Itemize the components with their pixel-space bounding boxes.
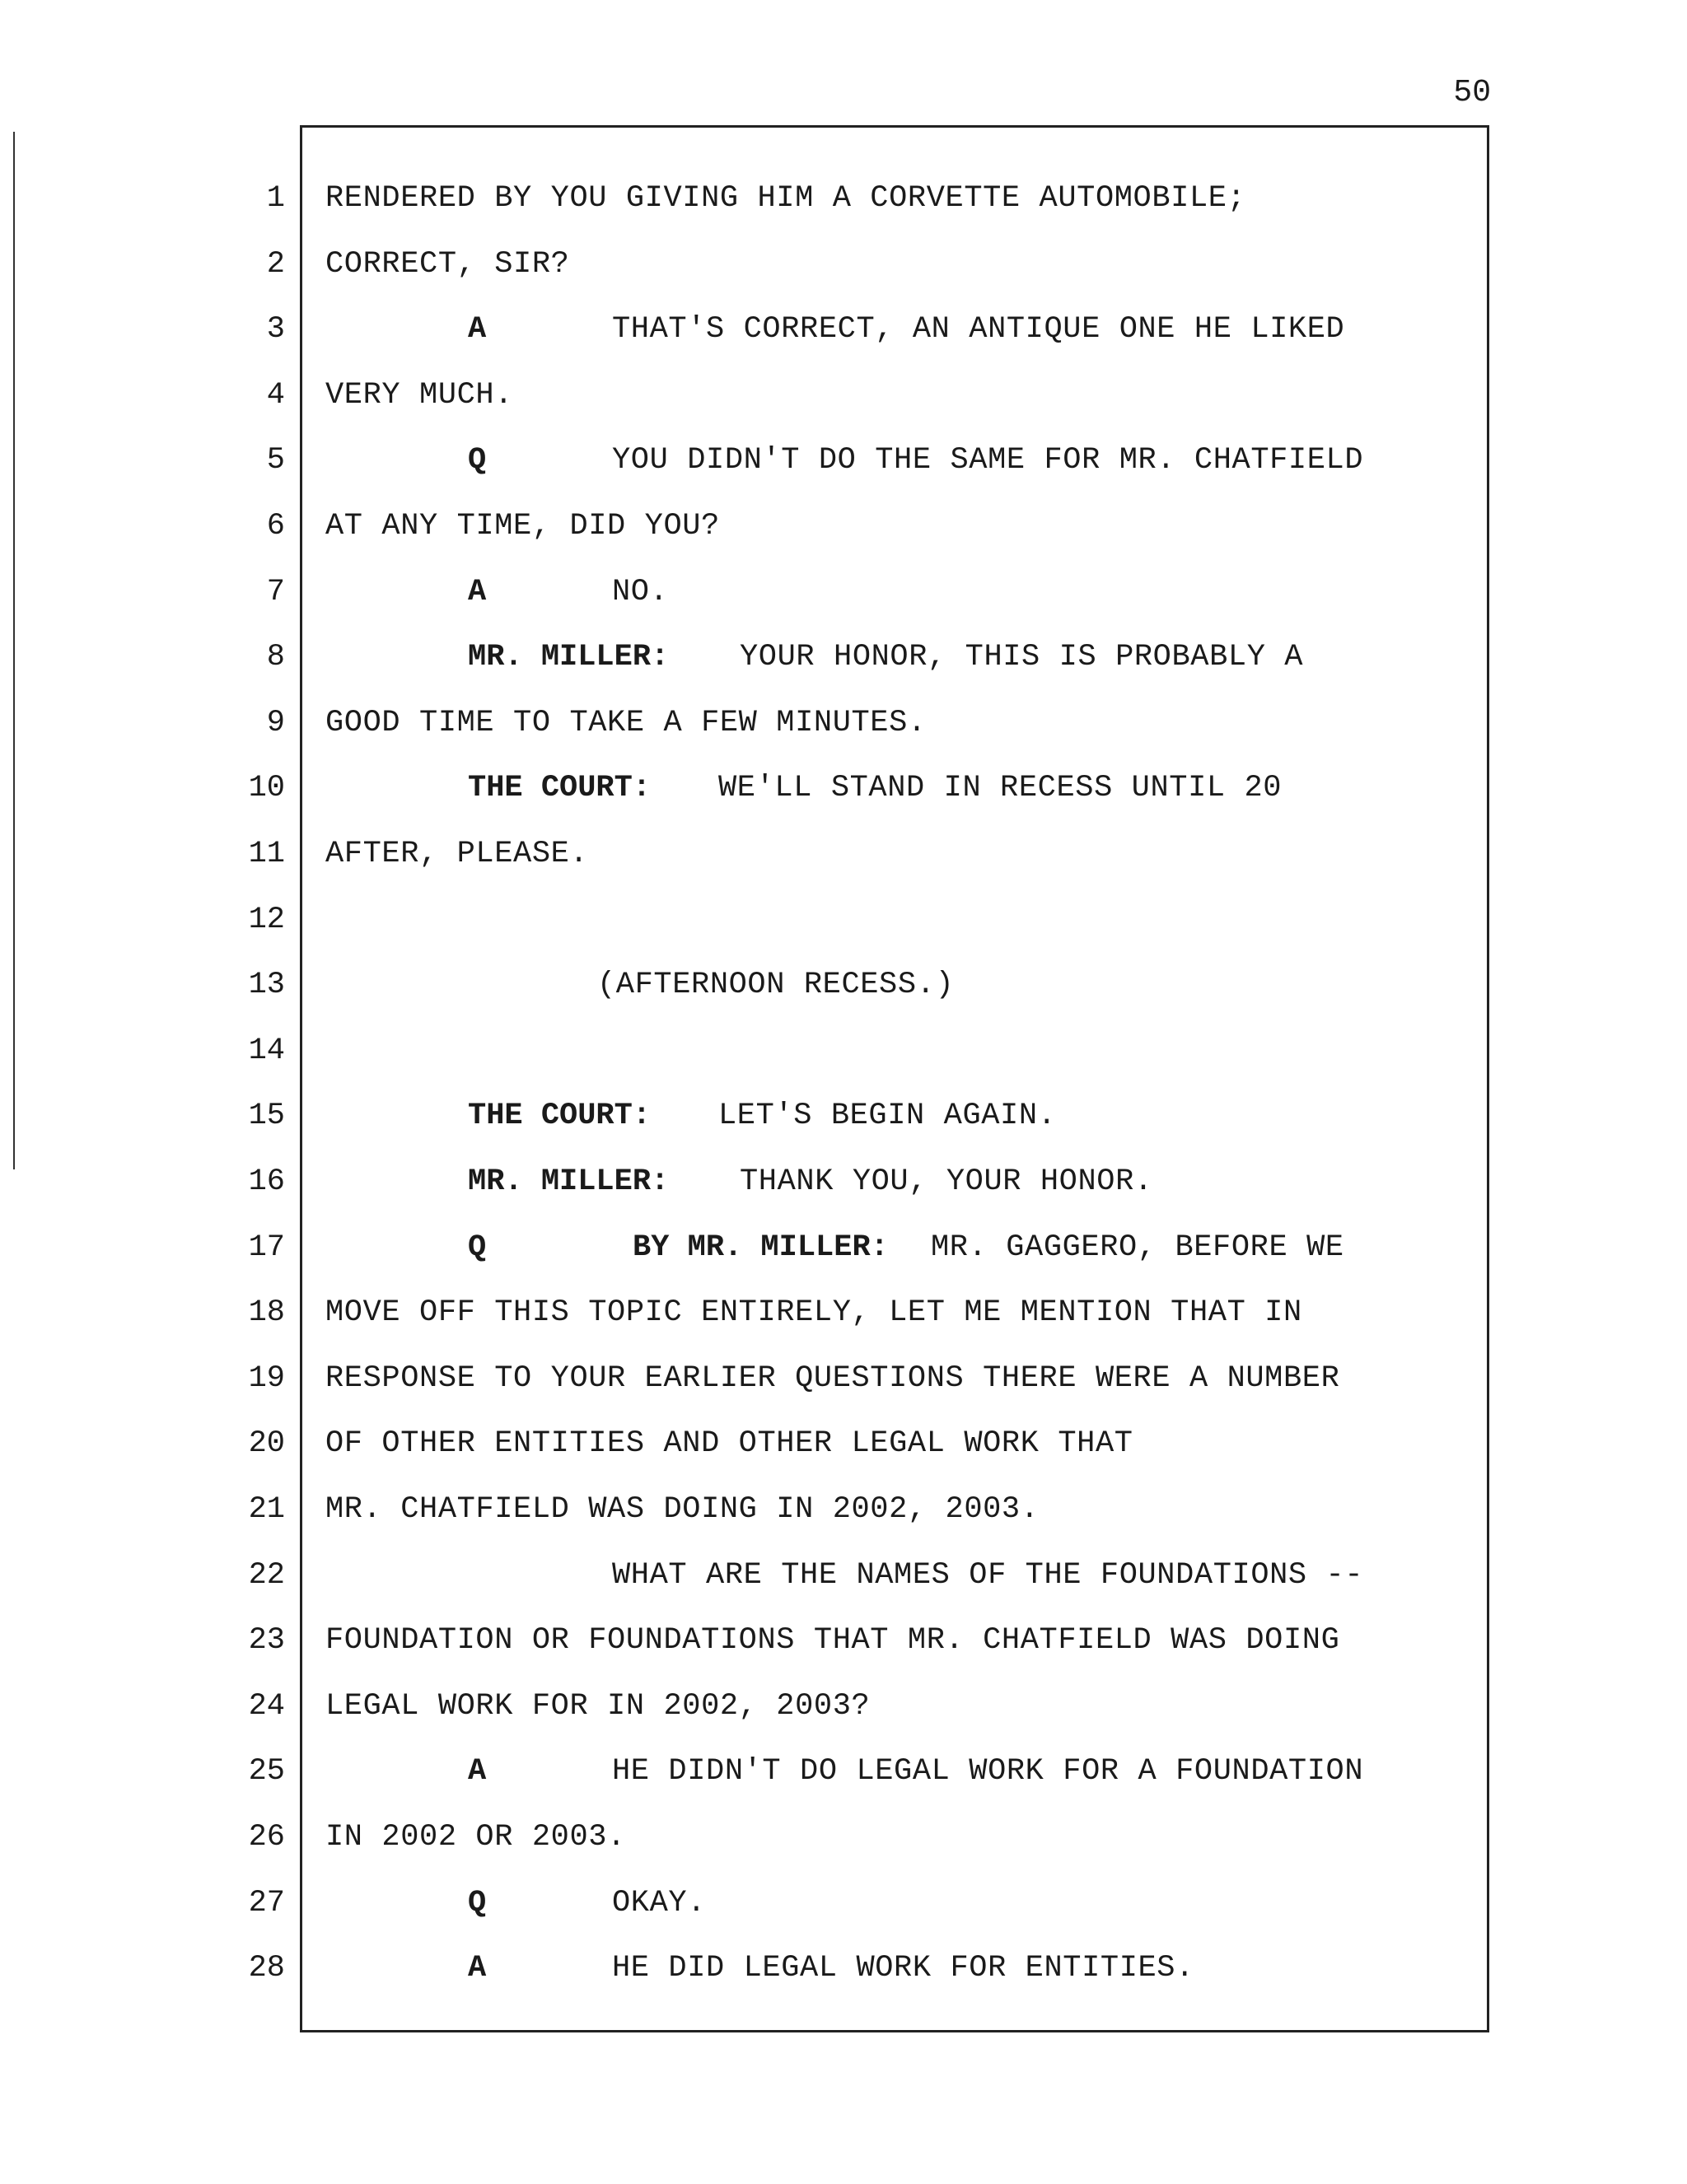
line-text: RENDERED BY YOU GIVING HIM A CORVETTE AUTOMOBILE; [325, 181, 1246, 216]
line-text: OKAY. [612, 1885, 707, 1920]
speaker-name: MR. MILLER: [468, 640, 670, 675]
line-number: 19 [248, 1360, 285, 1396]
line-number: 17 [248, 1230, 285, 1265]
line-number: 23 [248, 1623, 285, 1659]
line-text: WHAT ARE THE NAMES OF THE FOUNDATIONS -- [612, 1557, 1364, 1593]
question-marker: Q [468, 1230, 487, 1265]
line-text: MOVE OFF THIS TOPIC ENTIRELY, LET ME MENTION THAT IN [325, 1295, 1302, 1331]
answer-marker: A [468, 1951, 487, 1986]
transcript-line [0, 755, 1687, 821]
transcript-line [0, 887, 1687, 953]
question-marker: Q [468, 1885, 487, 1920]
line-text: IN 2002 OR 2003. [325, 1820, 626, 1855]
line-number: 24 [248, 1688, 285, 1724]
line-text: MR. CHATFIELD WAS DOING IN 2002, 2003. [325, 1492, 1040, 1527]
line-text: YOU DIDN'T DO THE SAME FOR MR. CHATFIELD [612, 443, 1364, 478]
line-number: 9 [266, 705, 285, 740]
line-number: 22 [248, 1557, 285, 1593]
transcript-line [0, 690, 1687, 756]
transcript-line [0, 1346, 1687, 1412]
line-text: WE'LL STAND IN RECESS UNTIL 20 [718, 771, 1283, 806]
line-number: 26 [248, 1820, 285, 1855]
transcript-line [0, 1018, 1687, 1084]
line-number: 15 [248, 1099, 285, 1134]
line-text: HE DIDN'T DO LEGAL WORK FOR A FOUNDATION [612, 1754, 1364, 1790]
answer-marker: A [468, 312, 487, 348]
line-number: 20 [248, 1426, 285, 1462]
line-text: FOUNDATION OR FOUNDATIONS THAT MR. CHATFIELD WAS DOING [325, 1623, 1340, 1659]
line-number: 25 [248, 1754, 285, 1790]
line-number: 1 [266, 181, 285, 216]
line-text: AT ANY TIME, DID YOU? [325, 509, 720, 544]
transcript-line [0, 1870, 1687, 1936]
transcript-line [0, 1280, 1687, 1346]
line-text: THANK YOU, YOUR HONOR. [740, 1164, 1153, 1199]
line-text: OF OTHER ENTITIES AND OTHER LEGAL WORK THAT [325, 1426, 1133, 1462]
transcript-line [0, 1411, 1687, 1477]
line-number: 11 [248, 837, 285, 871]
transcript-line [0, 1477, 1687, 1542]
line-number: 21 [248, 1492, 285, 1527]
line-number: 28 [248, 1951, 285, 1986]
transcript-line [0, 1673, 1687, 1739]
line-text: NO. [612, 574, 669, 609]
speaker-name: MR. MILLER: [468, 1164, 670, 1199]
line-number: 16 [248, 1164, 285, 1199]
transcript-line [0, 362, 1687, 428]
transcript-line [0, 231, 1687, 297]
line-number: 8 [266, 640, 285, 675]
line-text: VERY MUCH. [325, 377, 514, 413]
answer-marker: A [468, 574, 487, 609]
question-marker: Q [468, 443, 487, 478]
transcript-line [0, 559, 1687, 625]
page-number: 50 [1453, 75, 1491, 110]
line-number: 12 [248, 902, 285, 937]
line-number: 10 [248, 771, 285, 806]
line-text: LEGAL WORK FOR IN 2002, 2003? [325, 1688, 871, 1724]
line-number: 6 [266, 509, 285, 544]
transcript-line [0, 1804, 1687, 1870]
line-number: 18 [248, 1295, 285, 1331]
line-number: 27 [248, 1885, 285, 1920]
transcript-line [0, 1149, 1687, 1215]
line-text: GOOD TIME TO TAKE A FEW MINUTES. [325, 705, 927, 740]
line-text: AFTER, PLEASE. [325, 837, 589, 871]
line-number: 3 [266, 312, 285, 348]
line-text: CORRECT, SIR? [325, 246, 570, 282]
transcript-line [0, 166, 1687, 231]
speaker-name: THE COURT: [468, 1099, 652, 1134]
line-text: THAT'S CORRECT, AN ANTIQUE ONE HE LIKED [612, 312, 1345, 348]
transcript-line [0, 952, 1687, 1018]
transcript-line [0, 493, 1687, 559]
line-text: MR. GAGGERO, BEFORE WE [931, 1230, 1344, 1265]
line-number: 4 [266, 377, 285, 413]
answer-marker: A [468, 1754, 487, 1790]
transcript-line [0, 1608, 1687, 1673]
line-number: 5 [266, 443, 285, 478]
transcript-line [0, 1215, 1687, 1281]
line-number: 14 [248, 1033, 285, 1068]
examining-attorney: BY MR. MILLER: [633, 1230, 889, 1265]
transcript-line [0, 1738, 1687, 1804]
line-number: 7 [266, 574, 285, 609]
transcript-line [0, 1083, 1687, 1149]
transcript-line [0, 1935, 1687, 2001]
speaker-name: THE COURT: [468, 771, 652, 806]
line-text: LET'S BEGIN AGAIN. [718, 1099, 1057, 1134]
parenthetical-note: (AFTERNOON RECESS.) [597, 968, 955, 1003]
transcript-line [0, 1542, 1687, 1608]
line-number: 13 [248, 968, 285, 1003]
transcript-line [0, 624, 1687, 690]
transcript-line [0, 427, 1687, 493]
transcript-line [0, 821, 1687, 887]
line-number: 2 [266, 246, 285, 282]
line-text: HE DID LEGAL WORK FOR ENTITIES. [612, 1951, 1194, 1986]
line-text: YOUR HONOR, THIS IS PROBABLY A [740, 640, 1304, 675]
line-text: RESPONSE TO YOUR EARLIER QUESTIONS THERE WERE A NUMBER [325, 1360, 1340, 1396]
transcript-line [0, 296, 1687, 362]
